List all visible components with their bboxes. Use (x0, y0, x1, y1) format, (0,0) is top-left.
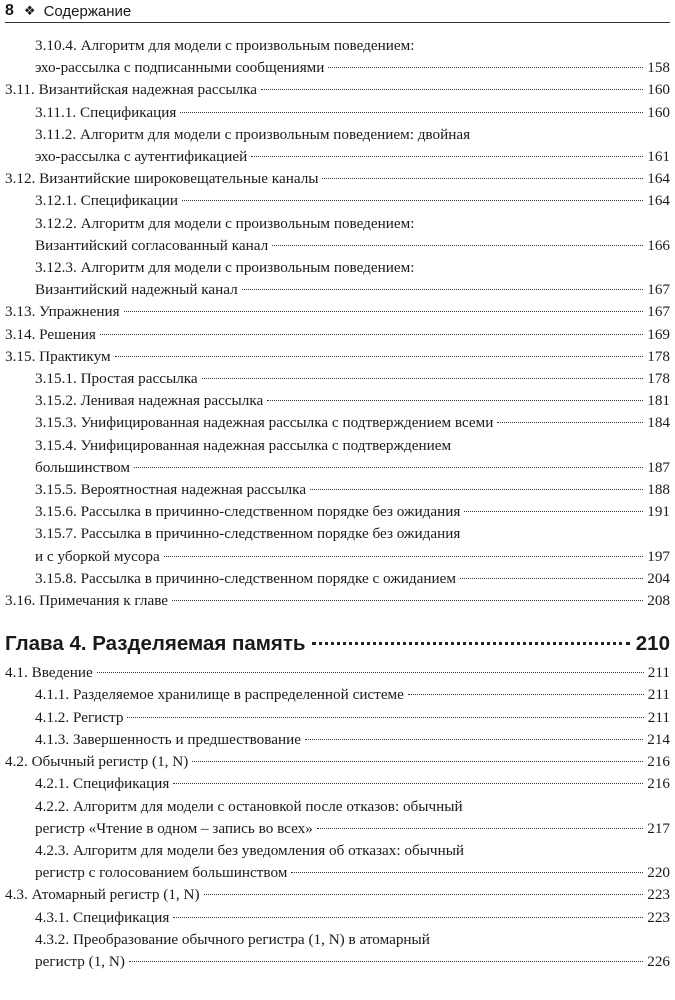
dot-leader (317, 828, 643, 829)
toc-entry[interactable] (5, 368, 670, 390)
toc-entry-page: 178 (647, 370, 670, 388)
toc-entry[interactable] (5, 190, 670, 212)
toc-entry[interactable] (5, 35, 670, 79)
chapter-title: Глава 4. Разделяемая память (5, 632, 306, 656)
toc-entry-title: регистр (1, N) (35, 952, 125, 970)
running-header (5, 0, 670, 23)
dot-leader (134, 467, 643, 468)
toc-entry-page: 211 (647, 708, 670, 726)
toc-entry-title-line: 3.12.2. Алгоритм для модели с произвольным поведением: (35, 214, 415, 232)
toc-entry[interactable] (5, 412, 670, 434)
toc-entry-page: 216 (647, 775, 670, 793)
ornament-icon: ❖ (23, 3, 36, 18)
toc-entry-title: 3.12.1. Спецификации (35, 192, 179, 210)
toc-entry-page: 208 (647, 592, 670, 610)
toc-entry[interactable] (5, 751, 670, 773)
dot-leader (100, 334, 643, 335)
toc-entry-title: 4.2.1. Спецификация (35, 775, 170, 793)
toc-entry-page: 216 (647, 753, 670, 771)
toc-entry-title: 3.15.6. Рассылка в причинно-следственном порядке без ожидания (35, 503, 461, 521)
toc-entry-page: 223 (647, 908, 670, 926)
dot-leader (272, 245, 643, 246)
toc-entry-page: 187 (647, 458, 670, 476)
toc-entry-title: 4.1.3. Завершенность и предшествование (35, 730, 301, 748)
toc-entry-title: 3.15.2. Ленивая надежная рассылка (35, 392, 264, 410)
toc-entry-page: 204 (647, 569, 670, 587)
toc-entry[interactable] (5, 435, 670, 479)
dot-leader (328, 67, 643, 68)
toc-entry[interactable] (5, 907, 670, 929)
toc-entry-page: 181 (647, 392, 670, 410)
toc-entry[interactable] (5, 390, 670, 412)
toc-entry-title: 4.1. Введение (5, 664, 93, 682)
dot-leader (173, 783, 643, 784)
toc-entry-title: регистр «Чтение в одном – запись во всех» (35, 819, 313, 837)
toc-entry-page: 167 (647, 281, 670, 299)
toc-entry-title: 3.16. Примечания к главе (5, 592, 169, 610)
toc-entry-page: 223 (647, 886, 670, 904)
toc-entry-page: 226 (647, 952, 670, 970)
toc-entry-title: Византийский согласованный канал (35, 236, 269, 254)
toc-entry[interactable] (5, 796, 670, 840)
toc-entry[interactable] (5, 929, 670, 973)
toc-entry-title: большинством (35, 458, 130, 476)
dot-leader (127, 717, 643, 718)
toc-entry[interactable] (5, 568, 670, 590)
dot-leader (115, 356, 644, 357)
toc-entry-page: 160 (647, 81, 670, 99)
dot-leader (180, 112, 643, 113)
toc-entry-page: 164 (647, 192, 670, 210)
toc-entry-page: 211 (647, 686, 670, 704)
toc-entry-title-line: 3.15.7. Рассылка в причинно-следственном порядке без ожидания (35, 525, 461, 543)
toc-entry[interactable] (5, 773, 670, 795)
toc-entry-page: 188 (647, 481, 670, 499)
dot-leader (310, 489, 643, 490)
toc-entry-title: 3.15.5. Вероятностная надежная рассылка (35, 481, 307, 499)
toc-entry[interactable] (5, 346, 670, 368)
toc-entry-title: 3.11. Византийская надежная рассылка (5, 81, 258, 99)
toc-entry-title-line: 3.15.4. Унифицированная надежная рассылка с подтверждением (35, 436, 452, 454)
toc-entry-title: 3.12. Византийские широковещательные каналы (5, 170, 319, 188)
toc-entry[interactable] (5, 479, 670, 501)
toc-entry-title: 3.15.8. Рассылка в причинно-следственном порядке с ожиданием (35, 569, 456, 587)
toc-entry[interactable] (5, 662, 670, 684)
toc-entry-title: и с уборкой мусора (35, 547, 160, 565)
toc-entry[interactable] (5, 102, 670, 124)
dot-leader (322, 178, 643, 179)
toc-entry-page: 214 (647, 730, 670, 748)
toc-entry[interactable] (5, 168, 670, 190)
dot-leader (464, 511, 643, 512)
dot-leader (291, 872, 643, 873)
toc-entry-title: Византийский надежный канал (35, 281, 238, 299)
toc-entry[interactable] (5, 884, 670, 906)
toc-chapter-3-entries (5, 35, 670, 612)
table-of-contents (5, 35, 670, 973)
toc-entry-title: 4.3.1. Спецификация (35, 908, 170, 926)
dot-leader (164, 556, 643, 557)
toc-entry-page: 158 (647, 59, 670, 77)
toc-entry-title-line: 4.2.3. Алгоритм для модели без уведомления об отказах: обычный (35, 841, 465, 859)
dot-leader (261, 89, 643, 90)
toc-entry-title: 4.3. Атомарный регистр (1, N) (5, 886, 200, 904)
toc-entry-title: 3.14. Решения (5, 325, 96, 343)
toc-entry-page: 211 (647, 664, 670, 682)
toc-entry-title: эхо-рассылка с подписанными сообщениями (35, 59, 325, 77)
dot-leader (460, 578, 643, 579)
toc-entry-page: 160 (647, 103, 670, 121)
dot-leader (305, 739, 643, 740)
toc-entry-page: 217 (647, 819, 670, 837)
dot-leader (204, 894, 644, 895)
dot-leader (251, 156, 643, 157)
toc-entry[interactable] (5, 729, 670, 751)
dot-leader (242, 289, 643, 290)
toc-entry[interactable] (5, 213, 670, 257)
toc-entry-title-line: 3.12.3. Алгоритм для модели с произвольным поведением: (35, 259, 415, 277)
toc-entry[interactable] (5, 707, 670, 729)
toc-entry-page: 164 (647, 170, 670, 188)
toc-entry-title: 3.15.3. Унифицированная надежная рассылка с подтверждением всеми (35, 414, 494, 432)
dot-leader (202, 378, 644, 379)
toc-entry[interactable] (5, 501, 670, 523)
dot-leader (124, 311, 644, 312)
toc-entry-title: 4.1.2. Регистр (35, 708, 124, 726)
toc-entry-page: 191 (647, 503, 670, 521)
dot-leader (173, 917, 643, 918)
dot-leader (182, 200, 643, 201)
toc-entry[interactable] (5, 79, 670, 101)
running-section-title: Содержание (43, 2, 132, 20)
toc-entry-title: 3.11.1. Спецификация (35, 103, 177, 121)
toc-entry[interactable] (5, 523, 670, 567)
toc-entry[interactable] (5, 684, 670, 706)
toc-entry-title-line: 4.2.2. Алгоритм для модели с остановкой после отказов: обычный (35, 797, 463, 815)
toc-entry-page: 178 (647, 347, 670, 365)
dot-leader (97, 672, 644, 673)
toc-entry[interactable] (5, 324, 670, 346)
dot-leader (408, 694, 644, 695)
toc-entry[interactable] (5, 124, 670, 168)
toc-entry[interactable] (5, 590, 670, 612)
toc-entry-title: 3.13. Упражнения (5, 303, 120, 321)
dot-leader (497, 422, 643, 423)
toc-entry-title: 3.15. Практикум (5, 347, 111, 365)
toc-entry[interactable] (5, 301, 670, 323)
toc-entry-page: 166 (647, 236, 670, 254)
chapter-page: 210 (635, 632, 670, 656)
toc-entry[interactable] (5, 257, 670, 301)
toc-entry-title-line: 3.11.2. Алгоритм для модели с произвольным поведением: двойная (35, 125, 471, 143)
toc-entry-title: эхо-рассылка с аутентификацией (35, 148, 248, 166)
toc-entry[interactable] (5, 840, 670, 884)
dot-leader (192, 761, 643, 762)
page-number: 8 (5, 2, 14, 19)
toc-entry-page: 169 (647, 325, 670, 343)
chapter-heading[interactable] (5, 629, 670, 659)
toc-chapter-4-entries (5, 662, 670, 973)
dot-leader (267, 400, 643, 401)
toc-entry-title: 4.1.1. Разделяемое хранилище в распределенной системе (35, 686, 404, 704)
dot-leader (312, 642, 630, 645)
toc-entry-title-line: 4.3.2. Преобразование обычного регистра (1, N) в атомарный (35, 930, 430, 948)
toc-entry-page: 197 (647, 547, 670, 565)
toc-entry-page: 220 (647, 864, 670, 882)
toc-entry-title: 3.15.1. Простая рассылка (35, 370, 198, 388)
dot-leader (172, 600, 643, 601)
toc-entry-title: регистр с голосованием большинством (35, 864, 288, 882)
toc-entry-page: 161 (647, 148, 670, 166)
toc-entry-page: 167 (647, 303, 670, 321)
dot-leader (129, 961, 643, 962)
toc-entry-title: 4.2. Обычный регистр (1, N) (5, 753, 189, 771)
toc-entry-title-line: 3.10.4. Алгоритм для модели с произвольным поведением: (35, 37, 415, 54)
toc-entry-page: 184 (647, 414, 670, 432)
